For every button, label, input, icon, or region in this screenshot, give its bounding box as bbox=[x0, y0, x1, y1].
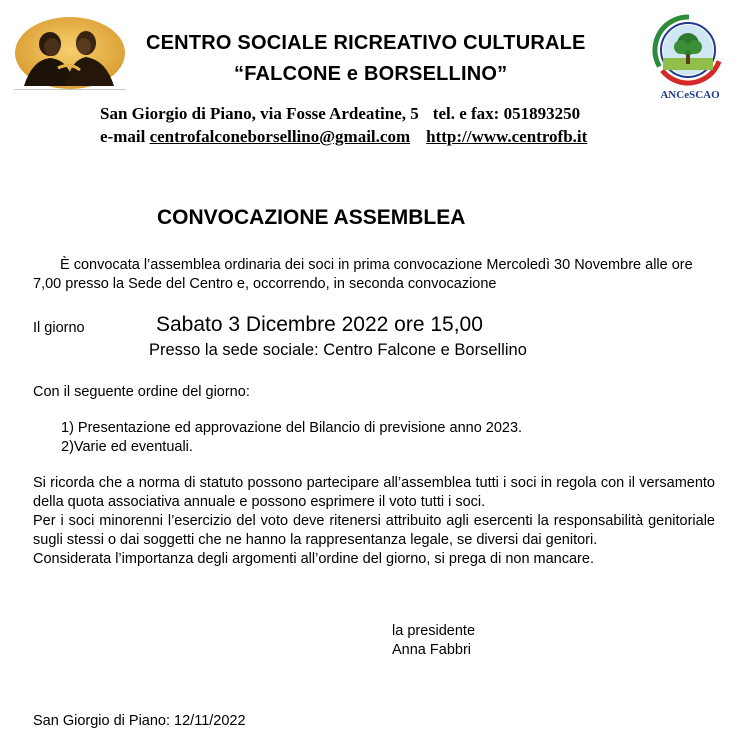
intro-paragraph bbox=[33, 256, 715, 294]
organization-name-line1: CENTRO SOCIALE RICREATIVO CULTURALE bbox=[146, 32, 586, 54]
meeting-place: Presso la sede sociale: Centro Falcone e Borsellino bbox=[149, 341, 527, 359]
agenda-item: 2)Varie ed eventuali. bbox=[61, 439, 193, 455]
signature-role: la presidente bbox=[392, 623, 476, 639]
notes-block bbox=[33, 474, 715, 569]
meeting-date-time: Sabato 3 Dicembre 2022 ore 15,00 bbox=[156, 313, 483, 336]
website-link[interactable]: http://www.centrofb.it bbox=[426, 127, 588, 146]
place-and-date: San Giorgio di Piano: 12/11/2022 bbox=[33, 713, 246, 729]
address-line bbox=[100, 104, 580, 124]
ancescao-logo-text: ANCeSCAO bbox=[660, 89, 720, 101]
signature-name: Anna Fabbri bbox=[392, 642, 471, 658]
giorno-label: Il giorno bbox=[33, 320, 85, 336]
contact-line bbox=[100, 127, 587, 147]
phone: tel. e fax: 051893250 bbox=[432, 104, 581, 123]
falcone-borsellino-photo-logo bbox=[14, 16, 126, 90]
agenda-intro: Con il seguente ordine del giorno: bbox=[33, 384, 250, 400]
agenda-item: 1) Presentazione ed approvazione del Bilancio di previsione anno 2023. bbox=[61, 420, 523, 436]
intro-text: È convocata l’assemblea ordinaria dei soci in prima convocazione Mercoledì 30 Novembre alle ore 7,00 presso la Sede del Centro e, occorrendo, in seconda convocazione bbox=[33, 257, 693, 292]
notice-title: CONVOCAZIONE ASSEMBLEA bbox=[157, 206, 466, 229]
ancescao-logo bbox=[652, 14, 728, 104]
closing-paragraph: Considerata l’importanza degli argomenti all’ordine del giorno, si prega di non mancare. bbox=[33, 551, 594, 567]
address: San Giorgio di Piano, via Fosse Ardeatine, 5 bbox=[100, 104, 419, 123]
minors-vote-paragraph: Per i soci minorenni l’esercizio del voto deve ritenersi attribuito agli esercenti la responsabilità genitoriale sugli stessi o dai soggetti che ne hanno la rappresentanza legale, se diversi dai genitori. bbox=[33, 513, 715, 548]
email-label: e-mail bbox=[100, 127, 146, 146]
statute-note-paragraph: Si ricorda che a norma di statuto possono partecipare all’assemblea tutti i soci in regola con il versamento della quota associativa annuale e possono esprimere il voto tutti i soci. bbox=[33, 475, 715, 510]
organization-name-line2: “FALCONE e BORSELLINO” bbox=[234, 63, 508, 85]
email-link[interactable]: centrofalconeborsellino@gmail.com bbox=[149, 127, 411, 146]
